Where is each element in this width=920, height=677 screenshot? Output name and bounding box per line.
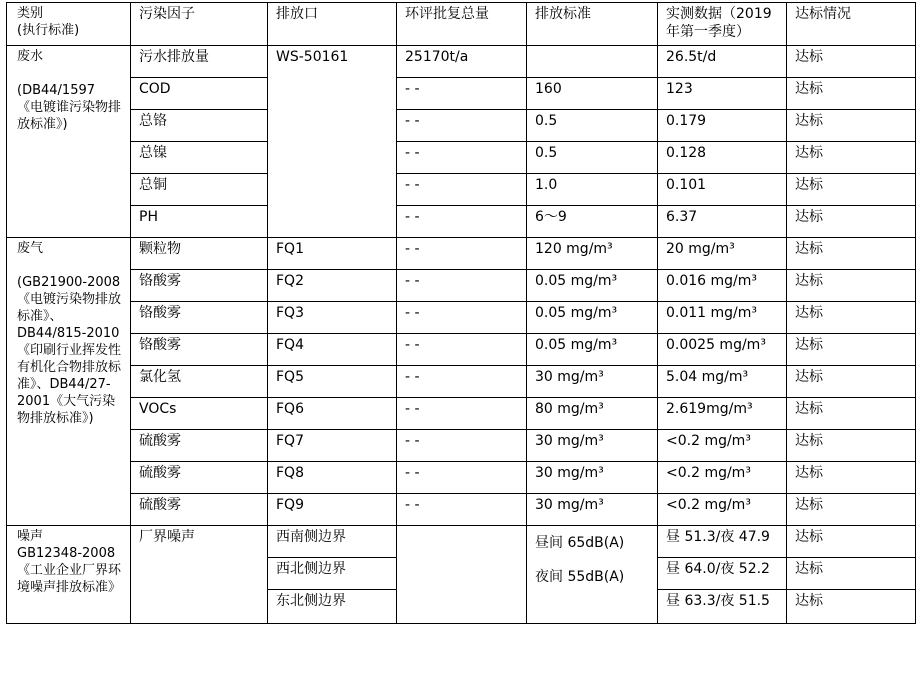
standard-cell: 6～9 [527,206,658,238]
measured-cell: <0.2 mg/m³ [658,462,787,494]
measured-cell: 0.101 [658,174,787,206]
standard-cell: 160 [527,78,658,110]
outlet-cell: WS-50161 [268,46,397,238]
monitoring-table [6,2,916,624]
standard-night: 夜间 55dB(A) [535,569,625,585]
status-cell: 达标 [787,78,916,110]
status-cell: 达标 [787,430,916,462]
status-cell: 达标 [787,398,916,430]
measured-cell: 0.011 mg/m³ [658,302,787,334]
standard-cell: 0.5 [527,110,658,142]
approved-cell: - - [397,462,527,494]
status-cell: 达标 [787,174,916,206]
approved-cell: - - [397,430,527,462]
table-row [7,142,916,174]
status-cell: 达标 [787,462,916,494]
table-row [7,334,916,366]
factor-cell: 铬酸雾 [131,270,268,302]
factor-cell: 铬酸雾 [131,334,268,366]
header-status: 达标情况 [787,3,916,46]
standard-cell: 80 mg/m³ [527,398,658,430]
standard-cell: 0.05 mg/m³ [527,334,658,366]
measured-cell: 26.5t/d [658,46,787,78]
measured-cell: 0.128 [658,142,787,174]
status-cell: 达标 [787,238,916,270]
noise-category: 噪声 GB12348-2008 《工业企业厂界环境噪声排放标准》 [7,526,131,624]
approved-cell: - - [397,366,527,398]
approved-cell: - - [397,206,527,238]
factor-cell: 污水排放量 [131,46,268,78]
table-row [7,526,916,558]
approved-cell: - - [397,334,527,366]
standard-cell: 0.05 mg/m³ [527,302,658,334]
header-row [7,3,916,46]
measured-cell: 20 mg/m³ [658,238,787,270]
outlet-cell: FQ7 [268,430,397,462]
standard-cell: 30 mg/m³ [527,366,658,398]
table-row [7,206,916,238]
status-cell: 达标 [787,494,916,526]
factor-cell: 硫酸雾 [131,430,268,462]
approved-cell: - - [397,270,527,302]
table-row [7,398,916,430]
status-cell: 达标 [787,366,916,398]
measured-cell: 6.37 [658,206,787,238]
outlet-cell: FQ9 [268,494,397,526]
status-cell: 达标 [787,334,916,366]
wastewater-category: 废水 (DB44/1597 《电镀谁污染物排放标准》) [7,46,131,238]
header-factor: 污染因子 [131,3,268,46]
table-row [7,302,916,334]
header-outlet: 排放口 [268,3,397,46]
factor-cell: 氯化氢 [131,366,268,398]
outlet-cell: FQ6 [268,398,397,430]
measured-cell: <0.2 mg/m³ [658,494,787,526]
outlet-cell: FQ3 [268,302,397,334]
table-row [7,238,916,270]
table-row [7,46,916,78]
approved-cell: - - [397,174,527,206]
header-standard: 排放标准 [527,3,658,46]
factor-cell: 硫酸雾 [131,462,268,494]
standard-cell: 120 mg/m³ [527,238,658,270]
outlet-cell: 东北侧边界 [268,590,397,624]
table-row [7,430,916,462]
waste-gas-category: 废气 (GB21900-2008《电镀污染物排放标准》、DB44/815-2010《印刷行业挥发性有机化合物排放标准》、DB44/27-2001《大气污染物排放标准》) [7,238,131,526]
table-row [7,366,916,398]
status-cell: 达标 [787,558,916,590]
standard-cell: 1.0 [527,174,658,206]
table-row [7,78,916,110]
factor-cell: 颗粒物 [131,238,268,270]
measured-cell: 昼 64.0/夜 52.2 [658,558,787,590]
status-cell: 达标 [787,142,916,174]
status-cell: 达标 [787,46,916,78]
measured-cell: 0.016 mg/m³ [658,270,787,302]
approved-cell: - - [397,302,527,334]
outlet-cell: FQ8 [268,462,397,494]
approved-cell: 25170t/a [397,46,527,78]
outlet-cell: FQ5 [268,366,397,398]
standard-cell: 30 mg/m³ [527,430,658,462]
standard-cell [527,46,658,78]
factor-cell: 厂界噪声 [131,526,268,624]
approved-cell: - - [397,78,527,110]
status-cell: 达标 [787,302,916,334]
measured-cell: <0.2 mg/m³ [658,430,787,462]
measured-cell: 5.04 mg/m³ [658,366,787,398]
measured-cell: 0.0025 mg/m³ [658,334,787,366]
outlet-cell: FQ4 [268,334,397,366]
factor-cell: 总铬 [131,110,268,142]
measured-cell: 0.179 [658,110,787,142]
standard-day: 昼间 65dB(A) [535,535,625,551]
table-row [7,270,916,302]
status-cell: 达标 [787,526,916,558]
factor-cell: PH [131,206,268,238]
approved-cell [397,526,527,624]
approved-cell: - - [397,238,527,270]
outlet-cell: FQ2 [268,270,397,302]
table-row [7,494,916,526]
header-measured: 实测数据（2019年第一季度） [658,3,787,46]
measured-cell: 123 [658,78,787,110]
standard-cell [527,526,658,624]
standard-cell: 0.5 [527,142,658,174]
factor-cell: 硫酸雾 [131,494,268,526]
status-cell: 达标 [787,206,916,238]
factor-cell: VOCs [131,398,268,430]
status-cell: 达标 [787,590,916,624]
approved-cell: - - [397,110,527,142]
approved-cell: - - [397,142,527,174]
factor-cell: 总铜 [131,174,268,206]
outlet-cell: FQ1 [268,238,397,270]
status-cell: 达标 [787,270,916,302]
standard-cell: 30 mg/m³ [527,494,658,526]
measured-cell: 2.619mg/m³ [658,398,787,430]
factor-cell: 铬酸雾 [131,302,268,334]
outlet-cell: 西南侧边界 [268,526,397,558]
measured-cell: 昼 51.3/夜 47.9 [658,526,787,558]
factor-cell: COD [131,78,268,110]
table-row [7,174,916,206]
table-row [7,110,916,142]
factor-cell: 总镍 [131,142,268,174]
status-cell: 达标 [787,110,916,142]
header-approved: 环评批复总量 [397,3,527,46]
table-row [7,462,916,494]
standard-cell: 30 mg/m³ [527,462,658,494]
header-category: 类别 (执行标准) [7,3,131,46]
standard-cell: 0.05 mg/m³ [527,270,658,302]
approved-cell: - - [397,398,527,430]
outlet-cell: 西北侧边界 [268,558,397,590]
approved-cell: - - [397,494,527,526]
measured-cell: 昼 63.3/夜 51.5 [658,590,787,624]
